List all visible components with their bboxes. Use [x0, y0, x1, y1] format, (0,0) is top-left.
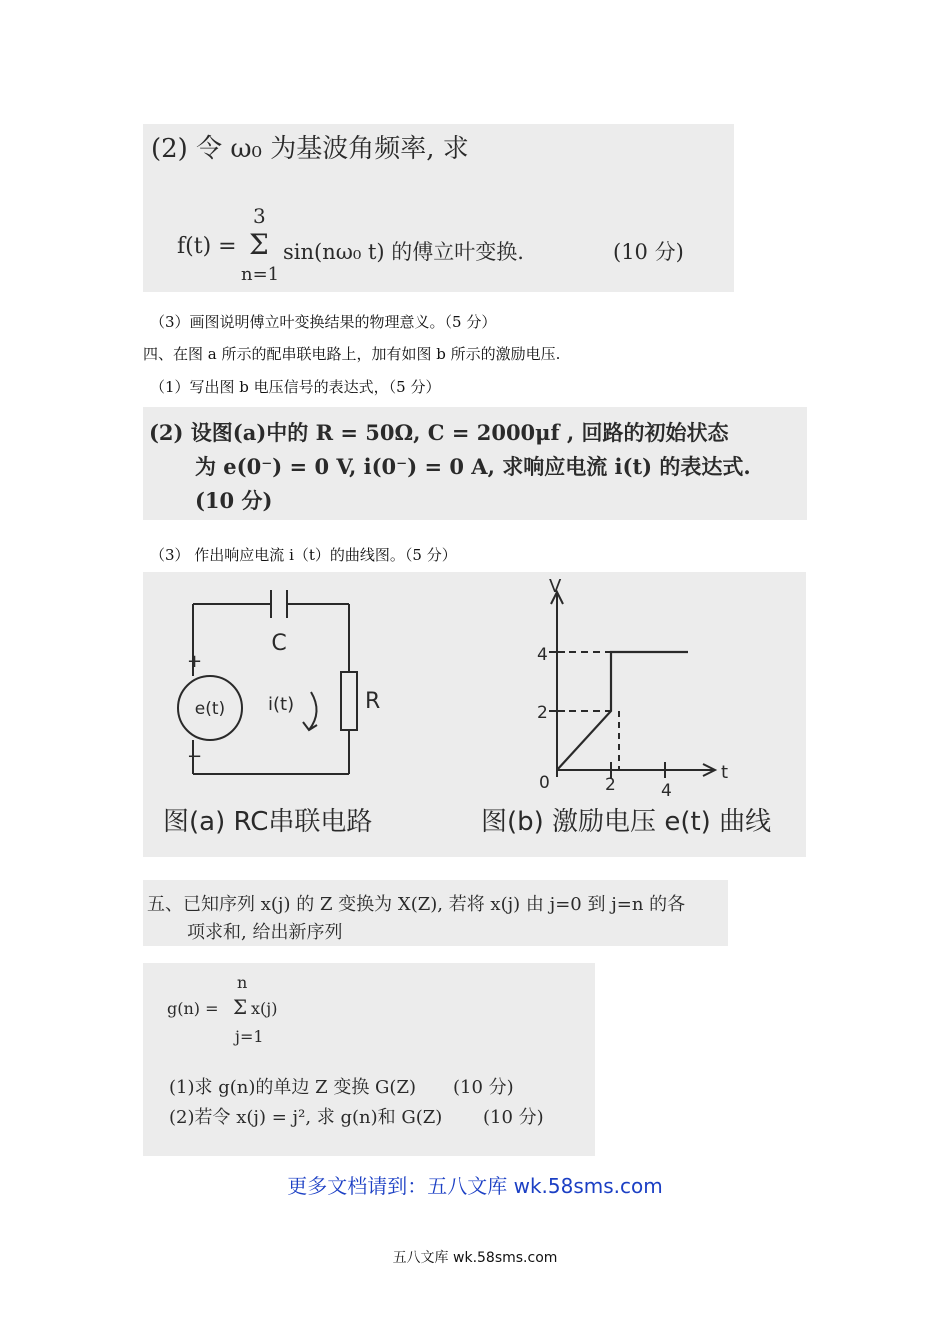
- q4-text: 四、在图 a 所示的配串联电路上，加有如图 b 所示的激励电压.: [143, 345, 561, 363]
- q4-2-line1: (2) 设图(a)中的 R = 50Ω, C = 2000μf , 回路的初始状态: [149, 420, 729, 445]
- footer-link[interactable]: 更多文档请到：五八文库 wk.58sms.com: [287, 1174, 663, 1198]
- gn-lhs: g(n) =: [167, 999, 219, 1018]
- q4-2-line2: 为 e(0⁻) = 0 V, i(0⁻) = 0 A, 求响应电流 i(t) 的表达式.: [195, 454, 751, 479]
- gn-lower-limit: j=1: [235, 1027, 264, 1046]
- gn-sigma: Σ: [233, 995, 248, 1019]
- graph-caption: 图(b) 激励电压 e(t) 曲线: [481, 807, 772, 837]
- graph-origin-label: 0: [539, 773, 550, 793]
- gn-rhs: x(j): [251, 999, 278, 1018]
- graph-y-tick-4: 4: [537, 645, 548, 665]
- q3-text: （3）画图说明傅立叶变换结果的物理意义。（5 分）: [150, 313, 497, 331]
- f-rhs: sin(nω₀ t) 的傅立叶变换.: [283, 240, 524, 264]
- q5-line2: 项求和, 给出新序列: [187, 922, 343, 943]
- resistor-symbol: [341, 672, 357, 730]
- current-arrow: [309, 692, 317, 730]
- figure-svg: [143, 572, 806, 857]
- q4-1-text: （1）写出图 b 电压信号的表达式，（5 分）: [150, 378, 441, 396]
- footer-text: 五八文库 wk.58sms.com: [392, 1250, 558, 1266]
- gn-item2: (2)若令 x(j) = j², 求 g(n)和 G(Z): [169, 1107, 443, 1128]
- q2-scan-box: [143, 124, 734, 292]
- minus-sign: −: [187, 746, 203, 767]
- current-arrowhead: [303, 722, 317, 730]
- q5-line1: 五、已知序列 x(j) 的 Z 变换为 X(Z), 若将 x(j) 由 j=0 到 j=n 的各: [147, 894, 686, 915]
- q5-scan-box: [143, 880, 728, 946]
- current-label: i(t): [268, 694, 295, 715]
- graph-y-tick-2: 2: [537, 703, 548, 723]
- graph-y-label: V: [549, 576, 562, 597]
- graph-x-label: t: [721, 762, 729, 783]
- q2-score: (10 分): [613, 240, 684, 264]
- f-lhs: f(t) =: [177, 234, 237, 259]
- source-label: e(t): [194, 699, 226, 719]
- sum-lower-limit: n=1: [241, 264, 280, 285]
- graph-x-tick-4: 4: [661, 781, 672, 801]
- figure-scan-box: [143, 572, 806, 857]
- capacitor-label: C: [271, 631, 287, 656]
- graph-x-tick-2: 2: [605, 775, 616, 795]
- plus-sign: +: [187, 651, 203, 672]
- q4-2-line3: (10 分): [195, 488, 273, 513]
- gn-upper-limit: n: [237, 973, 248, 992]
- gn-item2-score: (10 分): [483, 1107, 544, 1128]
- resistor-label: R: [365, 689, 381, 714]
- excitation-curve: [557, 652, 688, 770]
- sum-upper-limit: 3: [253, 204, 266, 228]
- gn-scan-box: [143, 963, 595, 1156]
- sigma-symbol: Σ: [249, 228, 269, 261]
- q4-3-text: （3） 作出响应电流 i（t）的曲线图。（5 分）: [150, 546, 457, 564]
- gn-item1: (1)求 g(n)的单边 Z 变换 G(Z): [169, 1077, 416, 1098]
- q4-2-scan-box: [143, 407, 807, 520]
- circuit-caption: 图(a) RC串联电路: [163, 807, 373, 837]
- q2-intro: (2) 令 ω₀ 为基波角频率, 求: [151, 134, 469, 164]
- gn-item1-score: (10 分): [453, 1077, 514, 1098]
